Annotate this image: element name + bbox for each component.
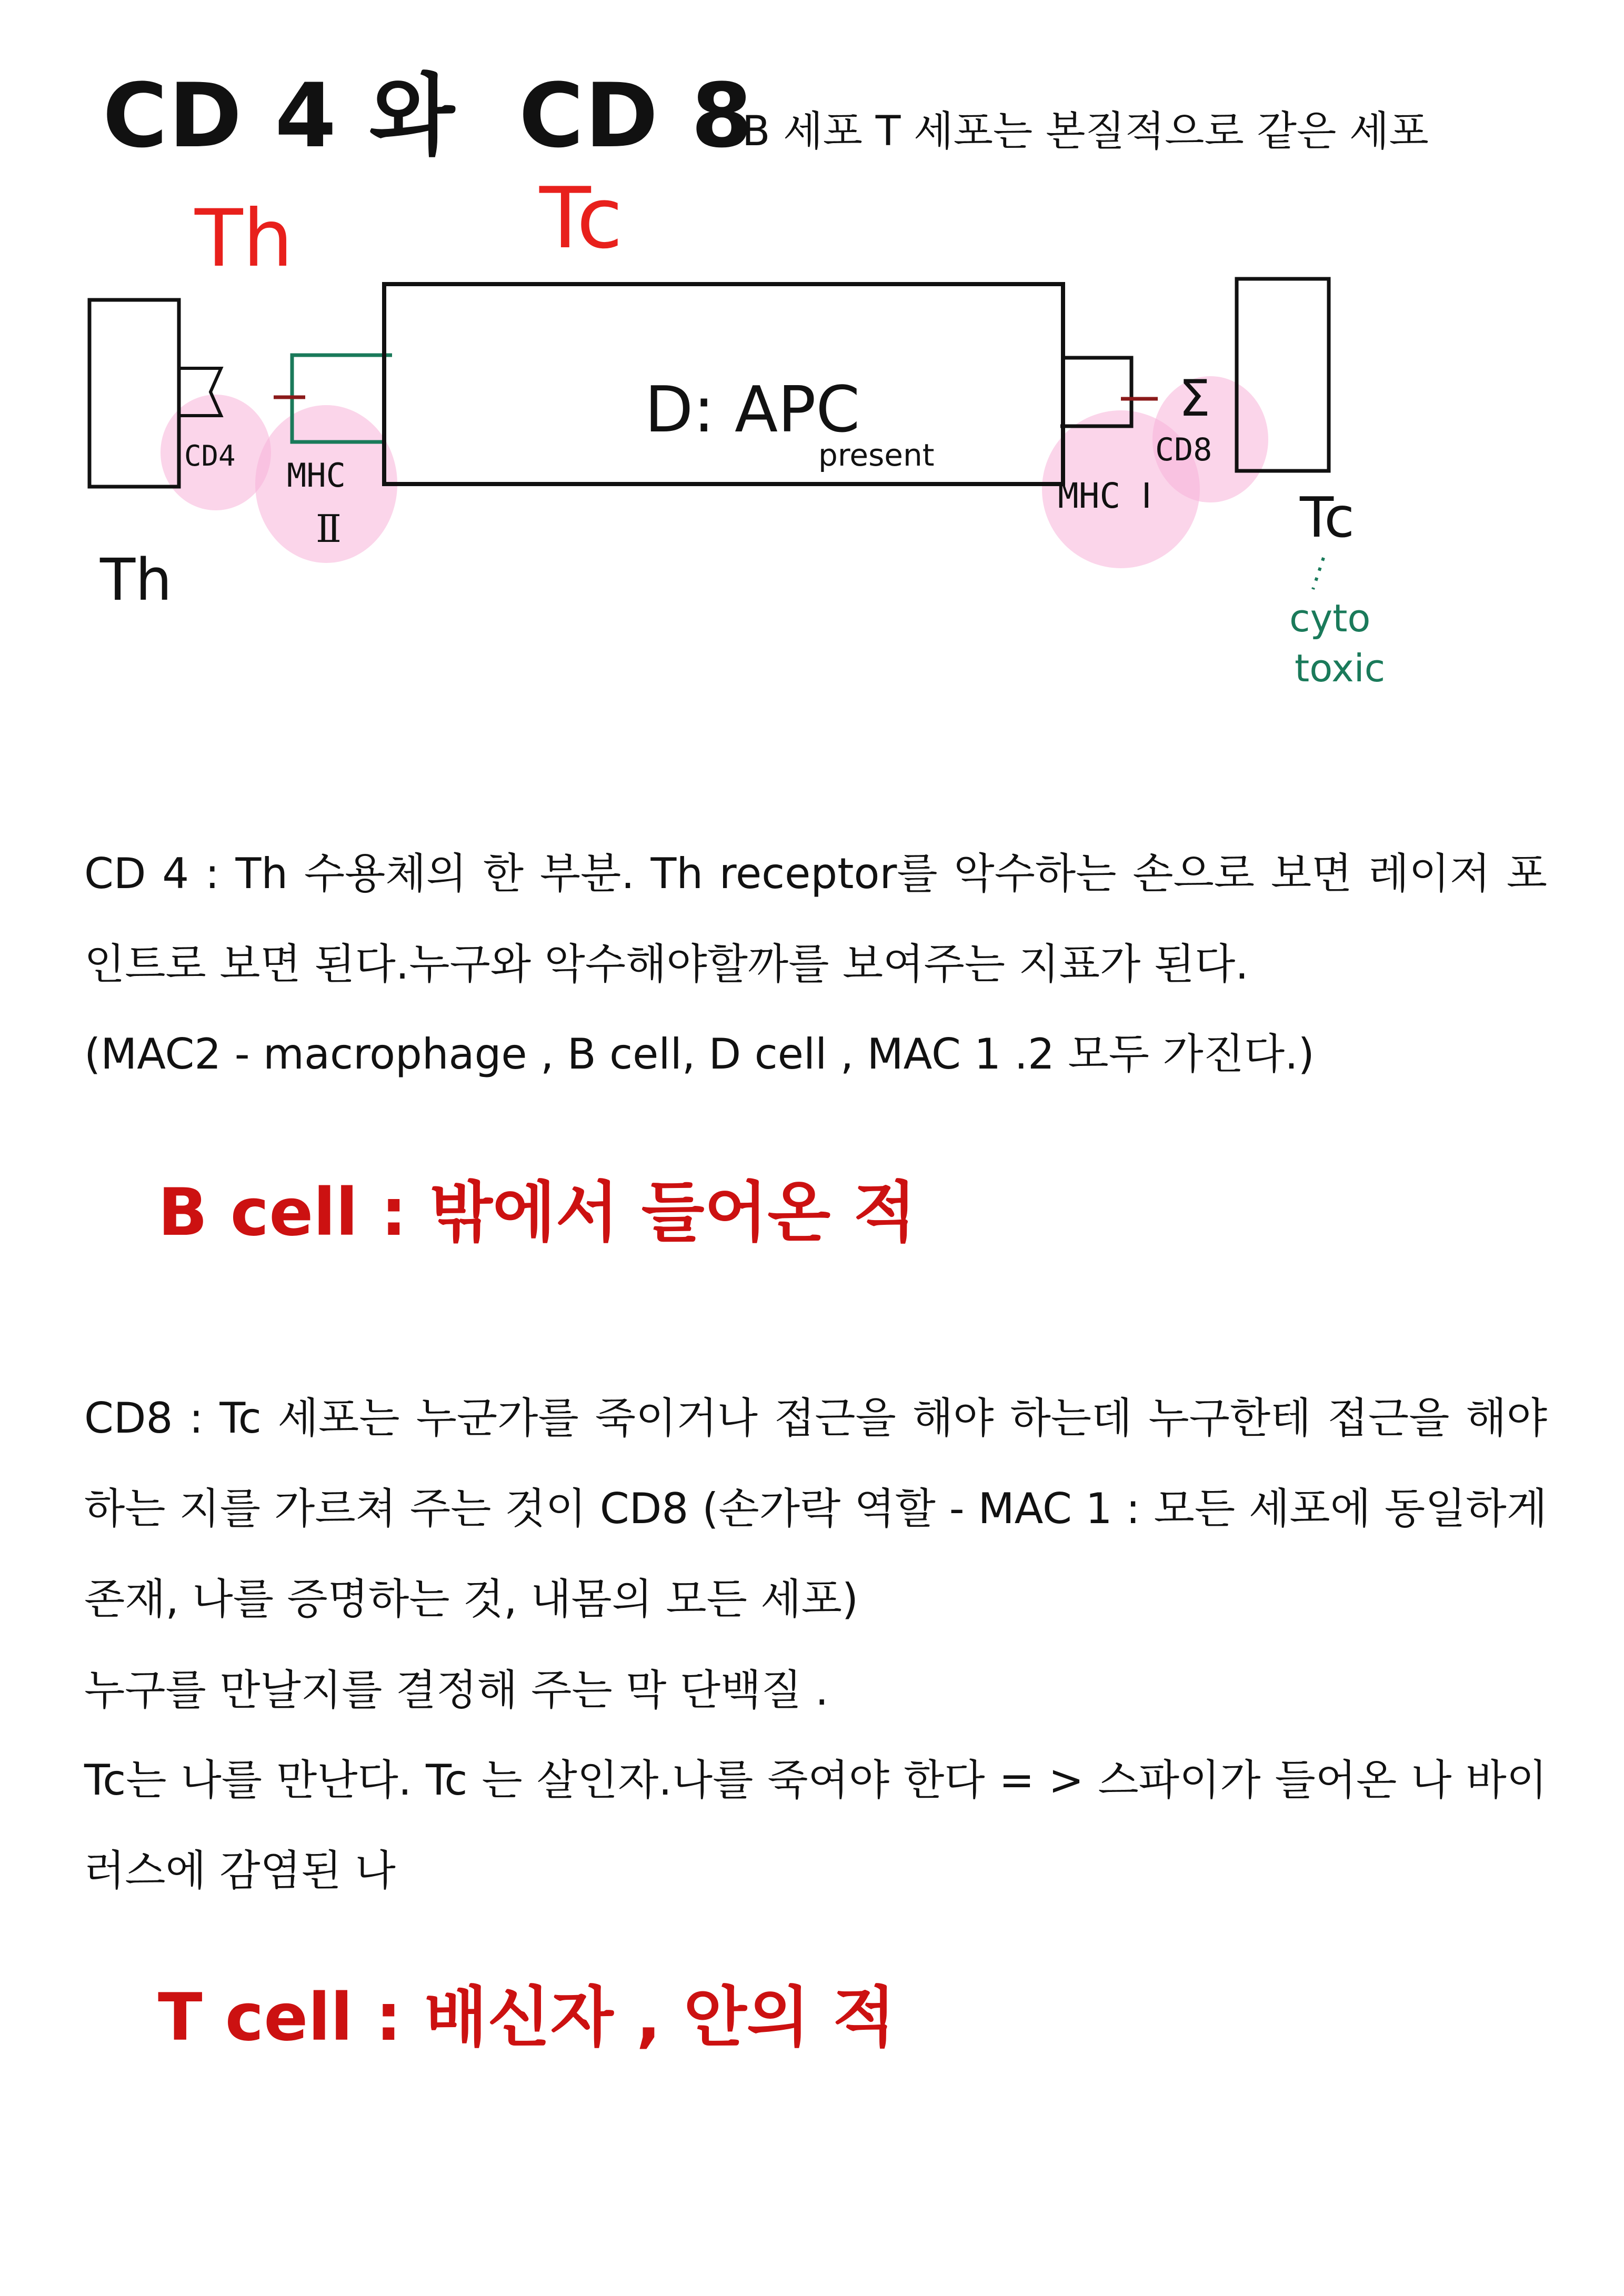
apc-label: D: APC (645, 374, 860, 447)
mac-description: (MAC2 - macrophage , B cell, D cell , MAC 1 .2 모두 가진다.) (84, 1030, 1315, 1079)
cyto-label: cyto (1289, 596, 1371, 640)
cd8-label: CD8 (1155, 431, 1212, 468)
page-title (103, 63, 754, 168)
title-cd4: CD 4 와 (103, 64, 456, 167)
cd8-description: CD8 : Tc 세포는 누군가를 죽이거나 접근을 해야 하는데 누구한테 접근을 해야 하는 지를 가르쳐 주는 것이 CD8 (손가락 역할 - MAC 1 : 모든 세포에 동일하게 존재, 나를 증명하는 것, 내몸의 모든 세포) (84, 1394, 1547, 1624)
mhc2-label-line2: Ⅱ (316, 507, 342, 551)
mhc1-label: MHC Ⅰ (1058, 476, 1152, 516)
th-top-label: Th (195, 193, 293, 285)
cd4-description: CD 4 : Th 수용체의 한 부분. Th receptor를 악수하는 손으로 보면 레이저 포인트로 보면 된다.누구와 악수해야할까를 보여주는 지표가 된다. (84, 849, 1547, 989)
b-cell-heading: B cell : 밖에서 들어온 적 (158, 1175, 917, 1251)
cd4-cd8-diagram (0, 158, 1624, 710)
cd8-receptor-shape: Σ (1179, 370, 1211, 428)
membrane-protein-note: 누구를 만날지를 결정해 주는 막 단백질 . (84, 1666, 829, 1715)
tc-bottom-label: Tc (1300, 486, 1355, 550)
tc-top-label: Tc (539, 169, 623, 267)
page-subtitle: B 세포 T 세포는 본질적으로 같은 세포 (742, 108, 1429, 155)
title-cd8: CD 8 (518, 64, 754, 167)
mhc2-label-line1: MHC (287, 456, 346, 495)
th-bottom-label: Th (100, 546, 172, 613)
toxic-label: toxic (1295, 646, 1386, 690)
cytotoxic-dotted-line (1313, 558, 1324, 589)
cd4-label: CD4 (184, 439, 236, 472)
apc-present-label: present (818, 437, 935, 473)
tc-description: Tc는 나를 만난다. Tc 는 살인자.나를 죽여야 한다 = > 스파이가 들어온 나 바이러스에 감염된 나 (84, 1756, 1547, 1895)
t-cell-heading: T cell : 배신자 , 안의 적 (158, 1980, 896, 2056)
